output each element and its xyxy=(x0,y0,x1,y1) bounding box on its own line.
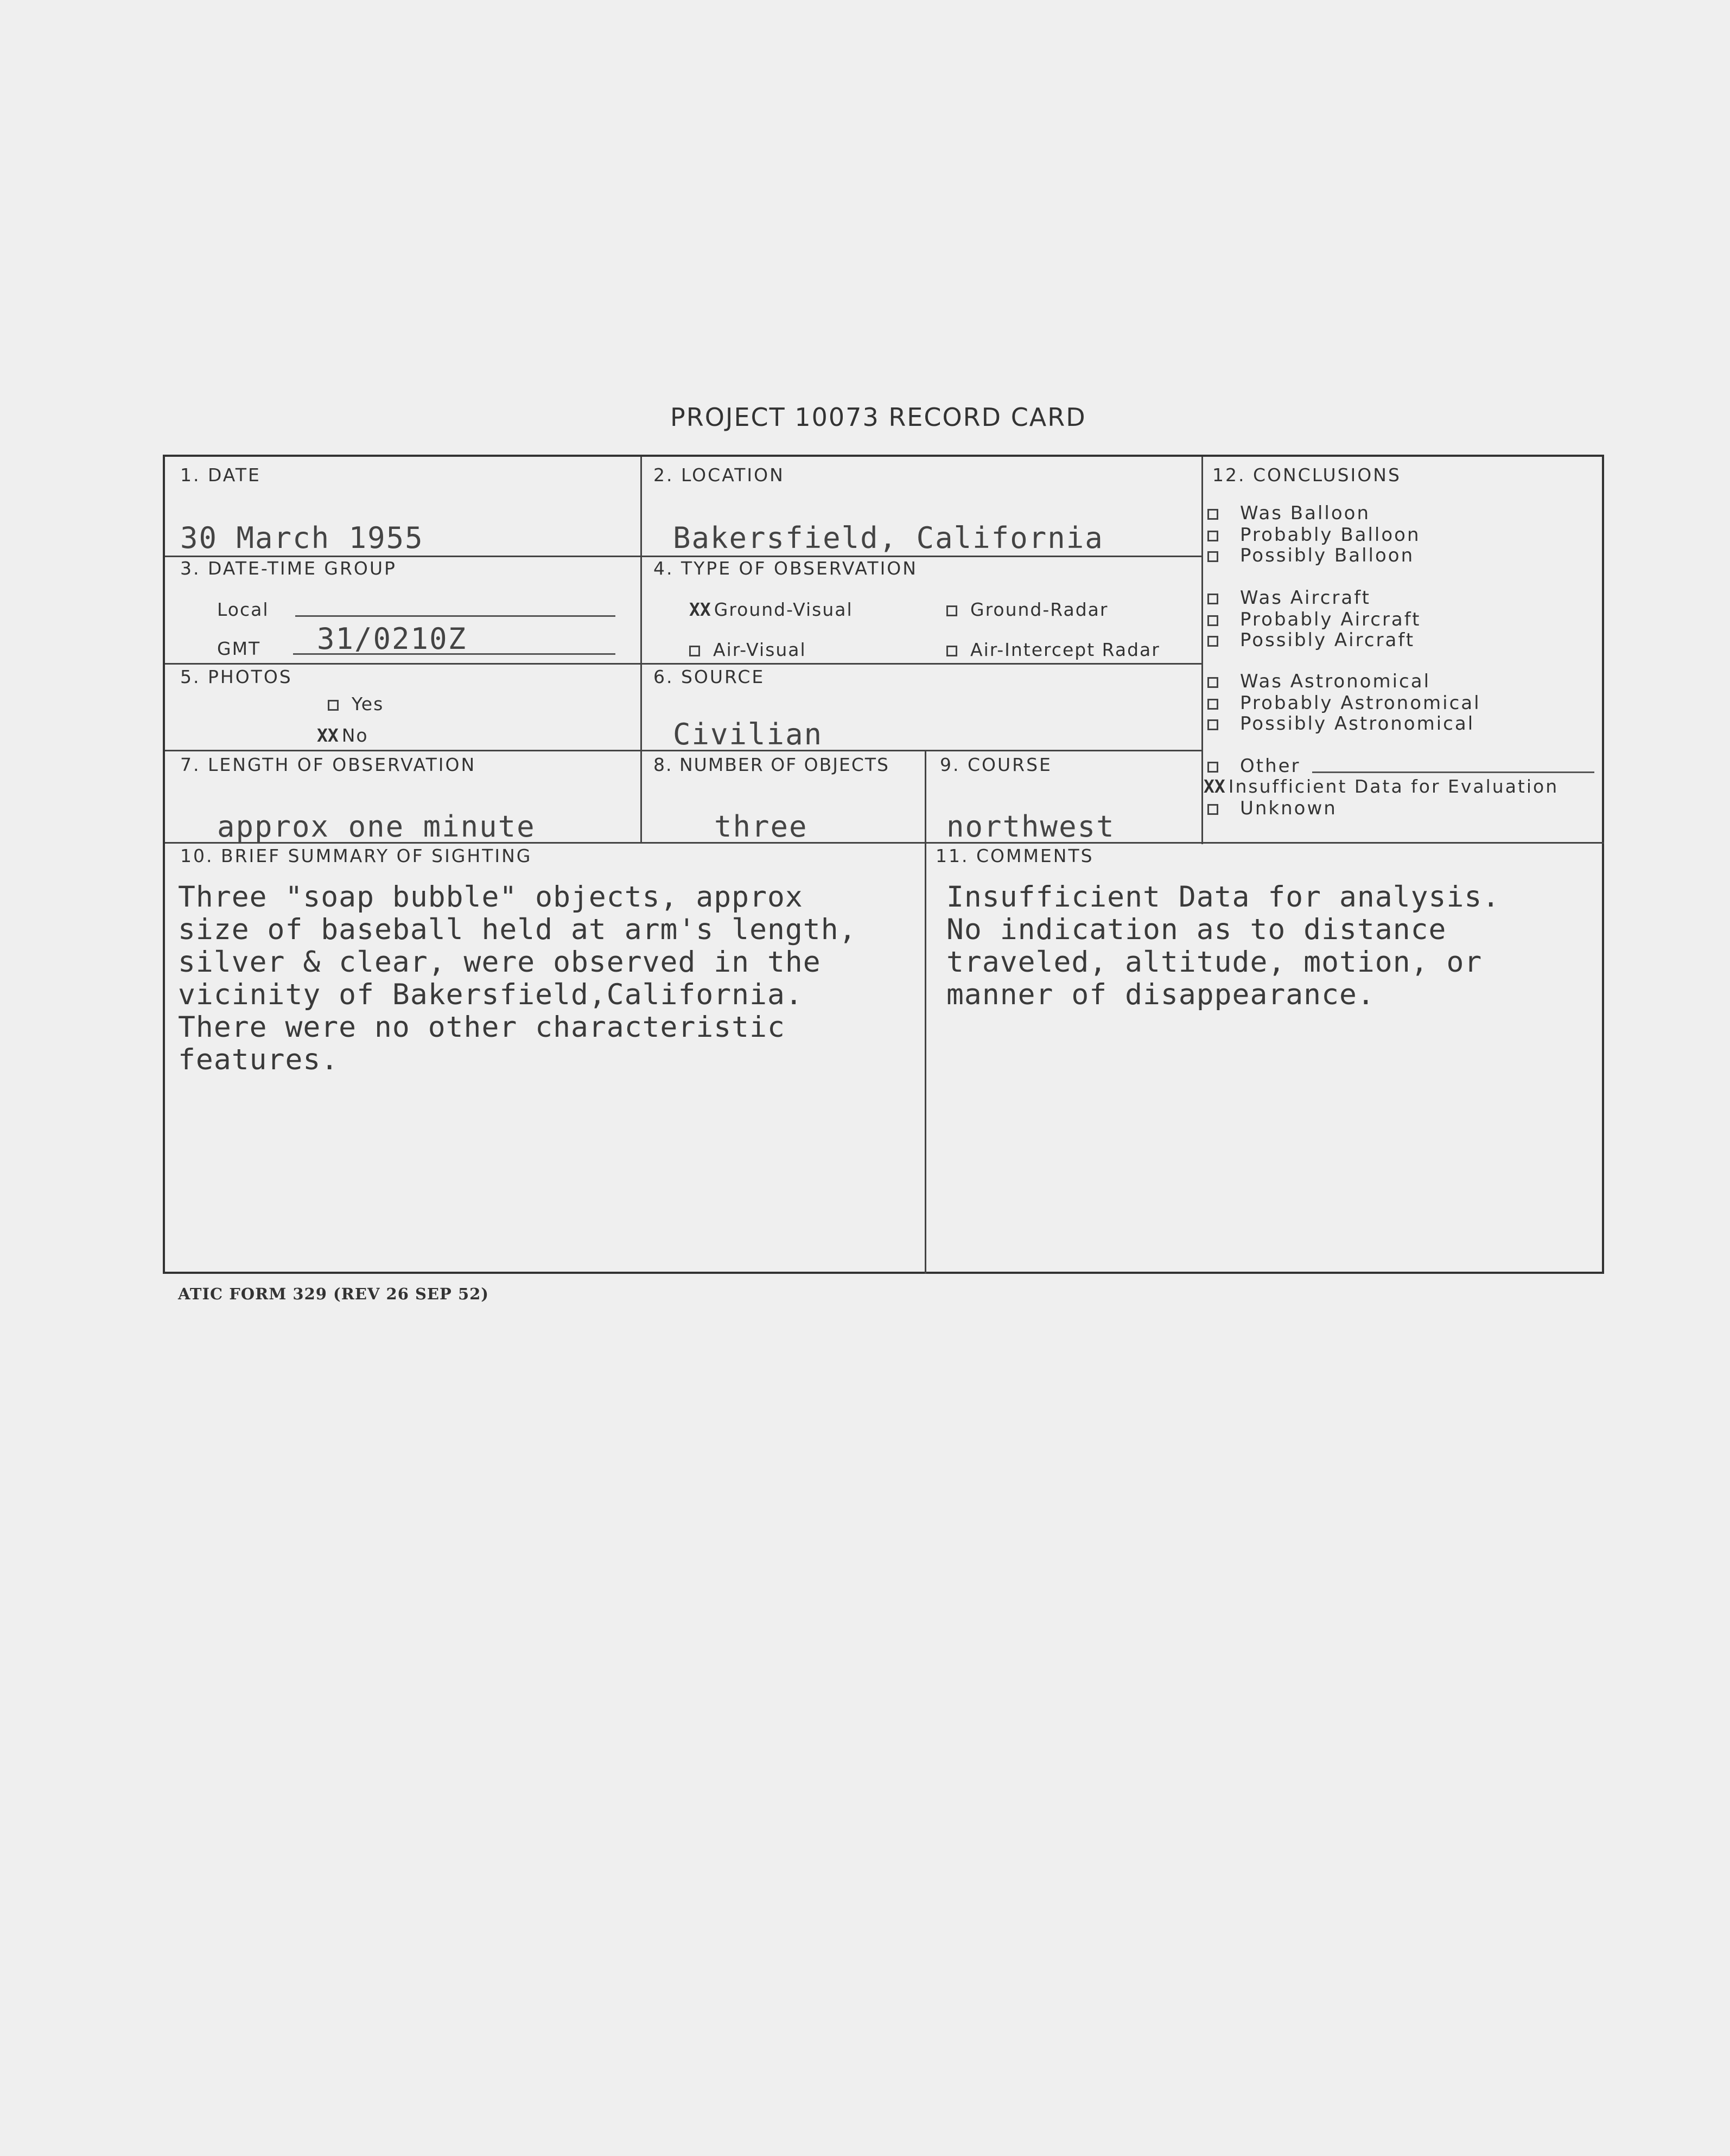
conclusion-label: Possibly Aircraft xyxy=(1240,629,1415,651)
conclusion-possibly-aircraft[interactable] xyxy=(1207,629,1415,651)
conclusion-was-astronomical[interactable] xyxy=(1207,671,1430,692)
summary-line: There were no other characteristic xyxy=(178,1011,785,1044)
air-visual-option[interactable] xyxy=(689,639,806,660)
air-intercept-radar-checkbox[interactable] xyxy=(946,646,957,656)
checkbox[interactable] xyxy=(1207,719,1218,730)
summary-text xyxy=(178,881,857,1076)
checkbox[interactable] xyxy=(1207,531,1218,541)
checkbox[interactable] xyxy=(1207,677,1218,688)
ground-radar-label: Ground-Radar xyxy=(970,599,1109,620)
conclusion-possibly-balloon[interactable] xyxy=(1207,545,1414,566)
air-intercept-radar-option[interactable] xyxy=(946,639,1160,660)
conclusion-label: Probably Aircraft xyxy=(1240,609,1421,630)
conclusion-label: Was Balloon xyxy=(1240,502,1371,524)
comments-line: No indication as to distance xyxy=(946,913,1447,946)
ground-radar-checkbox[interactable] xyxy=(946,605,957,616)
divider xyxy=(165,556,1201,557)
ground-radar-option[interactable] xyxy=(946,599,1108,620)
summary-line: vicinity of Bakersfield,California. xyxy=(178,978,803,1011)
conclusion-unknown[interactable] xyxy=(1207,798,1337,819)
gmt-label: GMT xyxy=(217,638,261,659)
local-underline xyxy=(295,615,615,617)
conclusion-label: Possibly Balloon xyxy=(1240,545,1415,566)
comments-line: traveled, altitude, motion, or xyxy=(946,946,1483,979)
photos-yes-checkbox[interactable] xyxy=(328,700,339,711)
air-visual-label: Air-Visual xyxy=(713,639,806,660)
checkbox[interactable] xyxy=(1207,699,1218,710)
local-label: Local xyxy=(217,599,269,620)
type-of-observation-label: 4. TYPE OF OBSERVATION xyxy=(653,558,918,579)
air-visual-checkbox[interactable] xyxy=(689,646,700,656)
length-value: approx one minute xyxy=(217,809,536,844)
photos-label: 5. PHOTOS xyxy=(180,666,292,687)
location-value: Bakersfield, California xyxy=(673,521,1104,555)
photos-yes-label: Yes xyxy=(352,693,384,715)
source-label: 6. SOURCE xyxy=(653,666,765,687)
course-label: 9. COURSE xyxy=(940,754,1052,775)
conclusion-insufficient-data[interactable] xyxy=(1204,776,1559,797)
summary-line: size of baseball held at arm's length, xyxy=(178,913,857,946)
divider xyxy=(1201,457,1203,844)
date-time-group-label: 3. DATE-TIME GROUP xyxy=(180,558,397,579)
record-card xyxy=(163,455,1604,1274)
conclusion-possibly-astronomical[interactable] xyxy=(1207,713,1474,735)
conclusion-was-aircraft[interactable] xyxy=(1207,587,1371,609)
ground-visual-mark: XX xyxy=(689,599,711,620)
conclusion-probably-aircraft[interactable] xyxy=(1207,609,1421,630)
conclusion-probably-astronomical[interactable] xyxy=(1207,692,1481,714)
form-number: ATIC FORM 329 (REV 26 SEP 52) xyxy=(178,1285,489,1303)
checkbox[interactable] xyxy=(1207,594,1218,604)
conclusion-label: Other xyxy=(1240,755,1301,777)
date-value: 30 March 1955 xyxy=(180,521,424,555)
gmt-underline xyxy=(293,653,615,655)
ground-visual-option[interactable] xyxy=(689,599,853,620)
conclusion-probably-balloon[interactable] xyxy=(1207,524,1421,546)
photos-no-mark: XX xyxy=(317,725,339,746)
summary-line: silver & clear, were observed in the xyxy=(178,946,821,979)
course-value: northwest xyxy=(946,809,1115,844)
checkbox[interactable] xyxy=(1207,509,1218,520)
comments-line: manner of disappearance. xyxy=(946,978,1375,1011)
conclusions-label: 12. CONCLUSIONS xyxy=(1212,464,1401,486)
comments-line: Insufficient Data for analysis. xyxy=(946,881,1500,914)
conclusion-label: Probably Astronomical xyxy=(1240,692,1481,714)
comments-label: 11. COMMENTS xyxy=(936,845,1094,866)
conclusion-label: Possibly Astronomical xyxy=(1240,713,1475,735)
length-label: 7. LENGTH OF OBSERVATION xyxy=(180,754,476,775)
air-intercept-radar-label: Air-Intercept Radar xyxy=(970,639,1160,660)
comments-text xyxy=(946,881,1500,1011)
checkbox[interactable] xyxy=(1207,615,1218,626)
summary-line: Three "soap bubble" objects, approx xyxy=(178,881,803,914)
conclusion-other[interactable] xyxy=(1207,755,1301,777)
conclusion-selected-label: Insufficient Data for Evaluation xyxy=(1228,776,1559,797)
conclusion-label: Was Astronomical xyxy=(1240,671,1431,692)
conclusion-label: Was Aircraft xyxy=(1240,587,1371,609)
conclusion-was-balloon[interactable] xyxy=(1207,502,1370,524)
checkbox[interactable] xyxy=(1207,804,1218,815)
divider xyxy=(165,663,1201,665)
location-label: 2. LOCATION xyxy=(653,464,785,486)
divider xyxy=(925,750,926,1274)
conclusion-label: Probably Balloon xyxy=(1240,524,1421,546)
summary-line: features. xyxy=(178,1043,339,1076)
photos-no-option[interactable] xyxy=(317,725,368,746)
divider xyxy=(640,457,642,842)
conclusion-label: Unknown xyxy=(1240,798,1337,819)
date-label: 1. DATE xyxy=(180,464,261,486)
ground-visual-label: Ground-Visual xyxy=(714,599,853,620)
photos-yes-option[interactable] xyxy=(328,693,384,715)
checkbox[interactable] xyxy=(1207,636,1218,647)
number-of-objects-value: three xyxy=(714,809,808,844)
gmt-value: 31/0210Z xyxy=(317,622,467,656)
summary-label: 10. BRIEF SUMMARY OF SIGHTING xyxy=(180,845,532,866)
photos-no-label: No xyxy=(341,725,368,746)
source-value: Civilian xyxy=(673,717,823,751)
other-underline xyxy=(1312,771,1594,773)
conclusion-selected-mark: XX xyxy=(1204,776,1225,797)
card-title: PROJECT 10073 RECORD CARD xyxy=(670,403,1086,432)
number-of-objects-label: 8. NUMBER OF OBJECTS xyxy=(653,754,889,775)
checkbox[interactable] xyxy=(1207,762,1218,773)
checkbox[interactable] xyxy=(1207,551,1218,562)
